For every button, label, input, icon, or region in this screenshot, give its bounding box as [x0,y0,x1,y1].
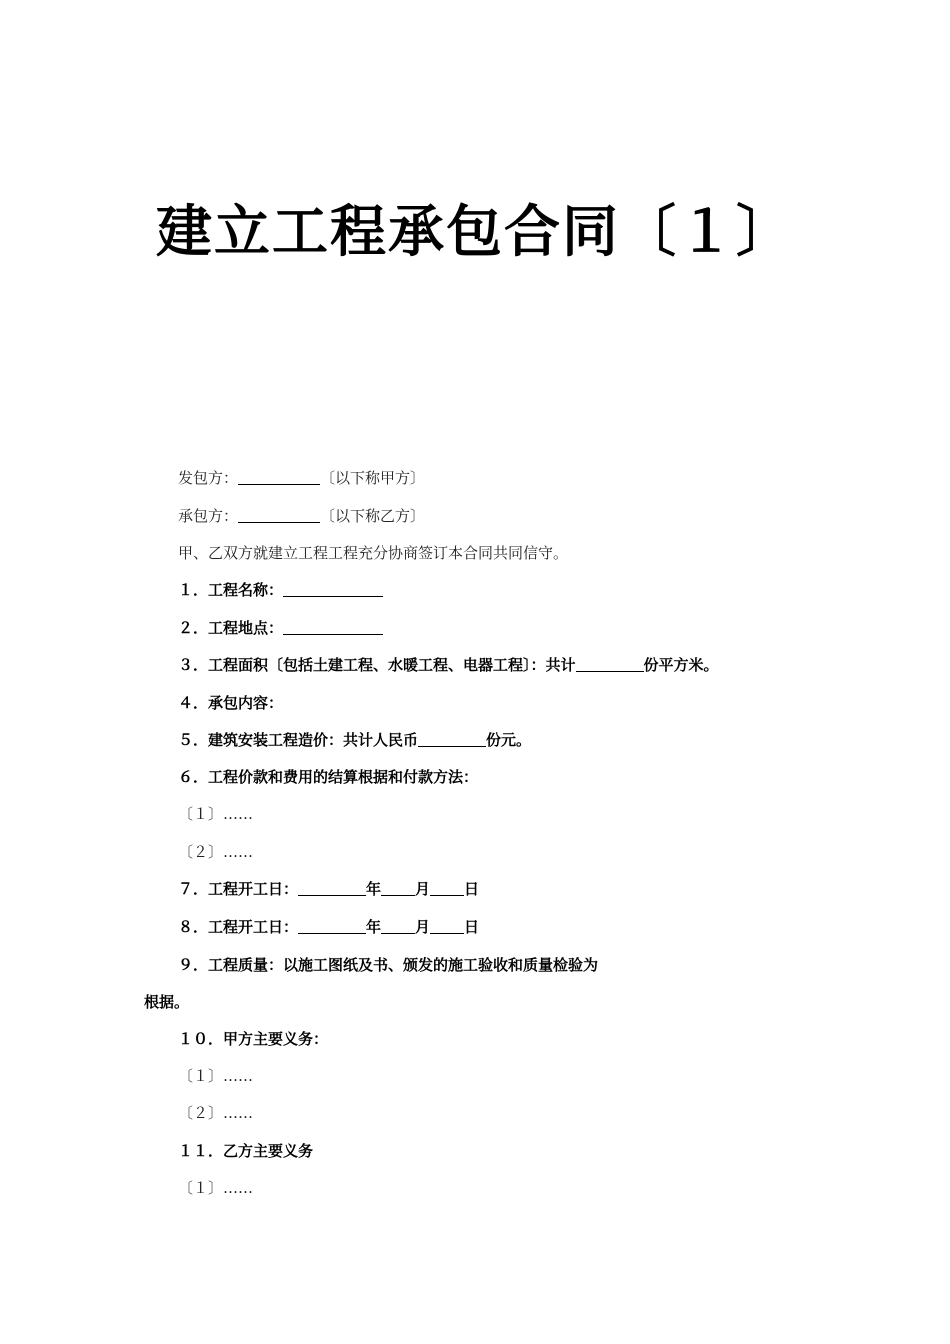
clause-7 [178,879,479,899]
party-b-suffix: 〔以下称乙方〕 [320,507,426,525]
party-a-blank[interactable] [238,470,320,485]
month-label: 月 [415,880,431,898]
clause-1-label: １．工程名称： [178,581,284,599]
clause-6-item-1: 〔１〕…… [178,805,254,823]
clause-6-item-2: 〔２〕…… [178,843,254,861]
clause-3 [178,655,719,675]
party-a-line [178,468,425,488]
start-month-blank[interactable] [381,881,415,896]
end-day-blank[interactable] [430,919,464,934]
party-a-label: 发包方： [178,469,239,487]
clause-5-label: ５．建筑安装工程造价：共计人民币 [178,731,419,749]
clause-11: １１．乙方主要义务 [178,1142,314,1160]
clause-8-label: ８．工程开工日： [178,918,299,936]
document-title: 建立工程承包合同〔１〕 [156,199,794,265]
month-label: 月 [415,918,431,936]
clause-6: ６．工程价款和费用的结算根据和付款方法： [178,768,479,786]
clause-1 [178,580,383,600]
clause-9-continuation: 根据。 [144,993,190,1011]
clause-5 [178,730,531,750]
project-location-blank[interactable] [283,620,383,635]
clause-8 [178,917,479,937]
clause-10-item-1: 〔１〕…… [178,1067,254,1085]
day-label: 日 [464,918,480,936]
clause-2 [178,618,383,638]
party-b-blank[interactable] [238,508,320,523]
clause-3-label: ３．工程面积〔包括土建工程、水暖工程、电器工程〕：共计 [178,656,576,674]
year-label: 年 [366,880,382,898]
start-day-blank[interactable] [430,881,464,896]
clause-10: １０．甲方主要义务： [178,1030,329,1048]
end-month-blank[interactable] [381,919,415,934]
intro-text: 甲、乙双方就建立工程工程充分协商签订本合同共同信守。 [178,544,569,562]
clause-2-label: ２．工程地点： [178,619,284,637]
party-b-label: 承包方： [178,507,239,525]
cost-blank[interactable] [418,732,486,747]
end-year-blank[interactable] [298,919,366,934]
clause-10-item-2: 〔２〕…… [178,1104,254,1122]
party-b-line [178,506,425,526]
clause-3-unit: 份平方米。 [643,656,719,674]
clause-5-unit: 份元。 [486,731,532,749]
clause-11-item-1: 〔１〕…… [178,1179,254,1197]
clause-4: ４．承包内容： [178,694,284,712]
area-blank[interactable] [576,657,644,672]
day-label: 日 [464,880,480,898]
project-name-blank[interactable] [283,582,383,597]
party-a-suffix: 〔以下称甲方〕 [320,469,426,487]
year-label: 年 [366,918,382,936]
start-year-blank[interactable] [298,881,366,896]
clause-7-label: ７．工程开工日： [178,880,299,898]
clause-9: ９．工程质量：以施工图纸及书、颁发的施工验收和质量检验为 [178,956,599,974]
